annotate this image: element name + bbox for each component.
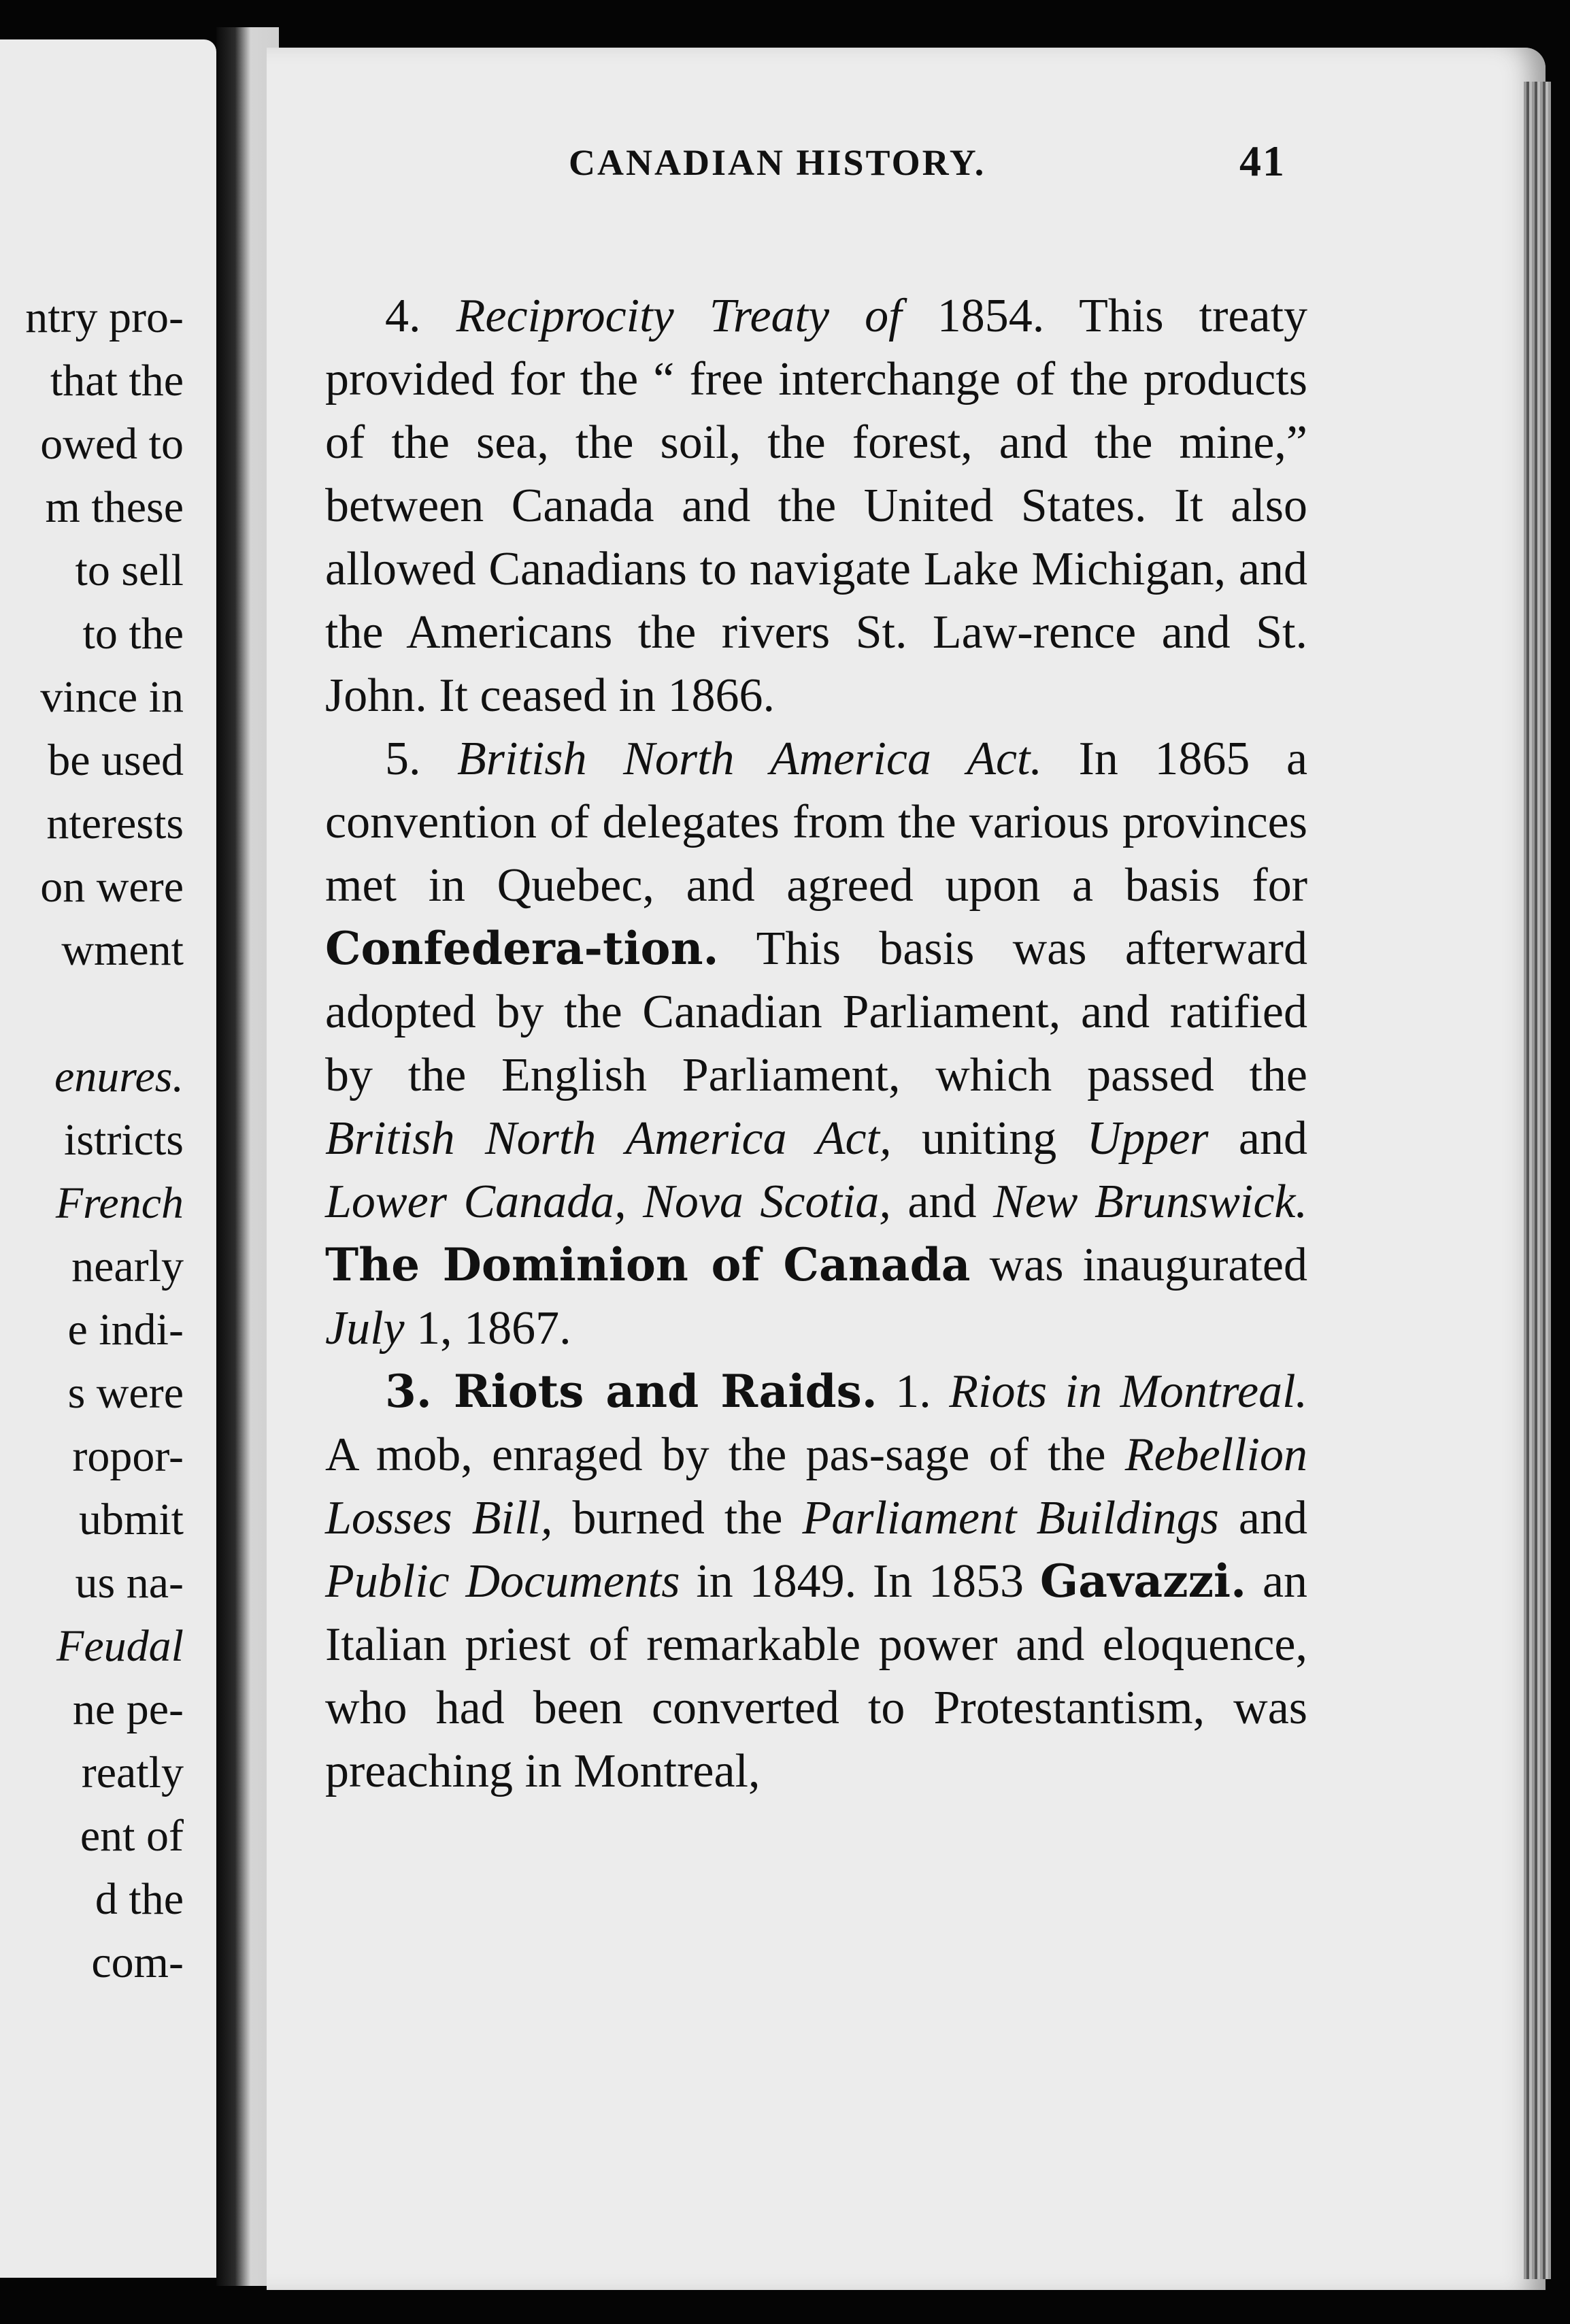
text-run: was inaugurated <box>989 1239 1308 1291</box>
left-page-line: to the <box>82 609 184 659</box>
left-page-line: d the <box>95 1874 184 1924</box>
left-page-line: to sell <box>75 546 184 595</box>
left-page-line: reatly <box>81 1748 184 1797</box>
bold-term: Gavazzi. <box>1039 1555 1247 1608</box>
running-head-title: CANADIAN HISTORY. <box>569 142 986 183</box>
text-run: and <box>1238 1492 1307 1544</box>
section-heading: 3. Riots and Raids. <box>385 1365 878 1418</box>
text-run: This basis was afterward adopted by the Canadian Parliament, and ratified by the English Parliament, which passed the <box>325 923 1307 1101</box>
page-number: 41 <box>1239 137 1286 185</box>
item-number: 5. <box>385 733 421 785</box>
italic-term: July <box>325 1302 405 1355</box>
italic-term: Rebellion Losses Bill, <box>325 1429 1307 1544</box>
item-number: 1. <box>895 1365 931 1418</box>
section-title: Reciprocity Treaty of <box>456 290 902 342</box>
left-page-line: ne pe- <box>72 1684 184 1734</box>
text-run: burned the <box>572 1492 783 1544</box>
paragraph-reciprocity <box>325 284 1307 727</box>
section-title: Riots in Montreal. <box>949 1365 1308 1418</box>
body-text <box>325 284 1307 1803</box>
paragraph-riots <box>325 1360 1307 1803</box>
italic-term: New Brunswick. <box>993 1176 1307 1228</box>
year: 1854. <box>937 290 1045 342</box>
text-run: and <box>1238 1112 1307 1165</box>
left-page-line: enures. <box>54 1052 184 1101</box>
italic-term: British North America Act, <box>325 1112 892 1165</box>
left-page-line: istricts <box>64 1115 184 1165</box>
italic-term: Public Documents <box>325 1555 680 1608</box>
left-page <box>0 39 216 2278</box>
left-page-line: s were <box>67 1368 184 1418</box>
section-title: British North America Act. <box>457 733 1043 785</box>
left-page-line: ubmit <box>78 1495 184 1544</box>
left-page-line: vince in <box>40 672 184 722</box>
text-run: an Italian priest of remarkable power and eloquence, who had been converted to Protestantism, was preaching in Montreal, <box>325 1555 1308 1797</box>
paragraph-bna-act <box>325 727 1307 1360</box>
left-page-line: owed to <box>40 419 184 469</box>
bold-term: Confedera-tion. <box>325 922 719 975</box>
left-page-line: us na- <box>75 1558 184 1608</box>
left-page-line: ent of <box>80 1811 184 1861</box>
left-page-line: e indi- <box>67 1305 184 1355</box>
text-run: uniting <box>921 1112 1057 1165</box>
page-edge <box>1524 82 1551 2279</box>
italic-term: Lower Canada, Nova Scotia, <box>325 1176 891 1228</box>
bold-term: The Dominion of Canada <box>325 1238 971 1291</box>
left-page-line: nterests <box>46 799 184 848</box>
left-page-line: ntry pro- <box>25 293 184 342</box>
text-run: In 1865 a convention of delegates from the various provinces met in Quebec, and agreed upon a basis for <box>325 733 1308 912</box>
text-run: in 1849. In 1853 <box>696 1555 1024 1608</box>
item-number: 4. <box>385 290 421 342</box>
left-page-line: nearly <box>71 1242 184 1291</box>
left-page-line: be used <box>48 735 184 785</box>
left-page-line: com- <box>91 1938 184 1987</box>
text-run: A mob, enraged by the pas-sage of the <box>325 1429 1106 1481</box>
left-page-line: on were <box>40 862 184 912</box>
text-run: and <box>907 1176 977 1228</box>
left-page-line: that the <box>50 356 184 405</box>
left-page-line: French <box>55 1178 184 1228</box>
left-page-line: Feudal <box>56 1621 184 1671</box>
left-page-line: ropor- <box>72 1431 184 1481</box>
left-page-line: wment <box>61 925 184 975</box>
italic-term: Parliament Buildings <box>802 1492 1219 1544</box>
left-page-line: m these <box>45 482 184 532</box>
italic-term: Upper <box>1086 1112 1209 1165</box>
text-run: 1, 1867. <box>416 1302 571 1355</box>
paragraph-text: This treaty provided for the “ free interchange of the products of the sea, the soil, the forest, and the mine,” between Canada and the United States. It also allowed Canadians to navigate Lake Michigan, and the Americans the rivers St. Law-rence and St. John. It ceased in 1866. <box>325 290 1308 722</box>
